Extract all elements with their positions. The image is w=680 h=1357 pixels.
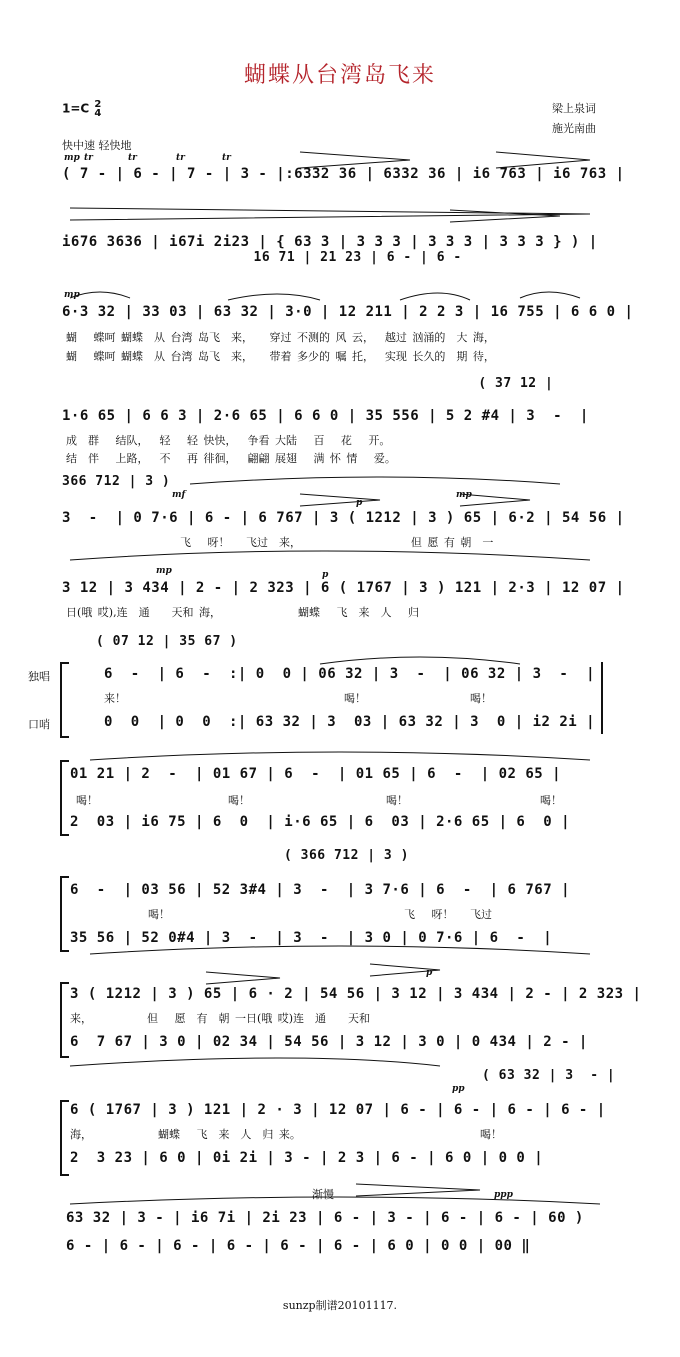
trill-3: tr [176, 153, 185, 163]
whistle-row-5: 2 3 23 | 6 0 | 0i 2i | 3 - | 2 3 | 6 - | 6 0 | 0 0 | [70, 1150, 544, 1166]
dynamic-ppp: ppp [494, 1190, 513, 1200]
time-sig-bottom: 4 [94, 108, 102, 119]
solo-part-label: 独唱 [28, 670, 50, 683]
staff-row-7-upper: ( 07 12 | 35 67 ) [96, 634, 238, 649]
phrase-slur-1 [190, 477, 560, 484]
staff-row-11-upper: ( 63 32 | 3 - | [482, 1068, 616, 1083]
lyric-he-4: 喝！ [228, 794, 250, 807]
trill-1: tr [84, 153, 93, 163]
crescendo-hairpin-1 [300, 152, 410, 168]
dynamic-pp: pp [452, 1084, 465, 1094]
crescendo-hairpin-4 [300, 494, 380, 506]
staff-row-4: 1·6 65 | 6 6 3 | 2·6 65 | 6 6 0 | 35 556 | 5 2 #4 | 3 - | [62, 408, 589, 424]
dynamic-mp-1: mp [64, 153, 80, 163]
lyric-he-7: 喝！ [148, 908, 170, 921]
dynamic-mp-4: mp [156, 566, 172, 576]
final-row-top: 63 32 | 3 - | i6 7i | 2i 23 | 6 - | 3 - | 6 - | 6 - | 60 ) [66, 1210, 584, 1226]
whistle-row-4: 6 7 67 | 3 0 | 02 34 | 54 56 | 3 12 | 3 0 | 0 434 | 2 - | [70, 1034, 588, 1050]
lyricist-credit: 梁上泉词 [552, 102, 596, 115]
staff-row-3: 6·3 32 | 33 03 | 63 32 | 3·0 | 12 211 | 2 2 3 | 16 755 | 6 6 0 | [62, 304, 634, 320]
phrase-slur-3 [90, 752, 590, 760]
lyric-he-6: 喝！ [540, 794, 562, 807]
trill-2: tr [128, 153, 137, 163]
time-sig-top: 2 [94, 99, 102, 110]
solo-row-4: 3 ( 1212 | 3 ) 65 | 6 · 2 | 54 56 | 3 12 | 3 434 | 2 - | 2 323 | [70, 986, 642, 1002]
staff-row-5: 3 - | 0 7·6 | 6 - | 6 767 | 3 ( 1212 | 3 ) 65 | 6·2 | 54 56 | [62, 510, 625, 526]
solo-row-3: 6 - | 03 56 | 52 3#4 | 3 - | 3 7·6 | 6 - | 6 767 | [70, 882, 571, 898]
lyric-he-8: 喝！ [480, 1128, 502, 1141]
lyric-verse-2-b: 结 伴 上路， 不 再 徘徊， 翩翩 展翅 满 怀 情 爱。 [66, 452, 396, 465]
dynamic-mp-2: mp [64, 290, 80, 300]
solo-row-1: 6 - | 6 - :| 0 0 | 06 32 | 3 - | 06 32 | 3 - | [104, 666, 596, 682]
lyric-verse-2-a: 蝴 蝶呵 蝴蝶 从 台湾 岛飞 来， 带着 多少的 嘱 托， 实现 长久的 期 待， [66, 350, 495, 363]
crescendo-hairpin-2 [496, 152, 590, 168]
staff-row-1: ( 7 - | 6 - | 7 - | 3 - |:6332 36 | 6332 36 | i6 763 | i6 763 | [62, 166, 625, 182]
lyric-he-5: 喝！ [386, 794, 408, 807]
staff-row-6: 3 12 | 3 434 | 2 - | 2 323 | 6 ( 1767 | 3 ) 121 | 2·3 | 12 07 | [62, 580, 625, 596]
final-row-bottom: 6 - | 6 - | 6 - | 6 - | 6 - | 6 - | 6 0 | 0 0 | 00 ‖ [66, 1238, 531, 1254]
lyric-verse-1-b: 成 群 结队， 轻 轻 快快， 争看 大陆 百 花 开。 [66, 434, 391, 447]
whistle-part-label: 口哨 [28, 718, 50, 731]
lyric-row-10: 来， 但 愿 有 朝 一日(哦 哎)连 通 天和 [70, 1012, 370, 1025]
lyric-row-5: 飞 呀！ 飞过 来， 但 愿 有 朝 一 [180, 536, 494, 549]
dynamic-mf: mf [172, 490, 186, 500]
staff-row-4-upper: ( 37 12 | [62, 376, 554, 391]
lyric-he-3: 喝！ [76, 794, 98, 807]
staff-row-2-lower: 16 71 | 21 23 | 6 - | 6 - [62, 250, 462, 265]
key-label: 1=C [62, 101, 90, 116]
slur-3 [400, 293, 470, 300]
footer-credit: sunzp制谱20101117. [282, 1299, 398, 1312]
crescendo-hairpin-5 [460, 494, 530, 506]
staff-row-5-upper: 366 712 | 3 ) [62, 474, 171, 489]
phrase-slur-5 [70, 1058, 440, 1066]
slur-2 [228, 294, 320, 300]
lyric-verse-1-a: 蝴 蝶呵 蝴蝶 从 台湾 岛飞 来， 穿过 不测的 风 云， 越过 汹涌的 大 海， [66, 331, 495, 344]
slur-4 [520, 292, 580, 298]
solo-row-5: 6 ( 1767 | 3 ) 121 | 2 · 3 | 12 07 | 6 - | 6 - | 6 - | 6 - | [70, 1102, 606, 1118]
dynamic-p-2: p [322, 570, 329, 580]
lyric-lai: 来！ [104, 692, 126, 705]
lyric-row-9: 飞 呀！ 飞过 [404, 908, 492, 921]
whistle-row-3: 35 56 | 52 0#4 | 3 - | 3 - | 3 0 | 0 7·6 | 6 - | [70, 930, 553, 946]
whistle-row-2: 2 03 | i6 75 | 6 0 | i·6 65 | 6 03 | 2·6 65 | 6 0 | [70, 814, 571, 830]
phrase-slur-2 [70, 551, 590, 560]
lyric-he-1: 喝！ [344, 692, 366, 705]
dynamic-p-3: p [426, 968, 433, 978]
staff-row-9-upper: ( 366 712 | 3 ) [284, 848, 409, 863]
phrase-slur-4 [90, 946, 590, 954]
page-title: 蝴蝶从台湾岛飞来 [243, 63, 436, 88]
dynamic-mp-3: mp [456, 490, 472, 500]
slur-1 [70, 292, 130, 298]
lyric-row-11: 海， 蝴蝶 飞 来 人 归 来。 [70, 1128, 301, 1141]
solo-row-2: 01 21 | 2 - | 01 67 | 6 - | 01 65 | 6 - | 02 65 | [70, 766, 562, 782]
tempo-marking: 快中速 轻快地 [62, 139, 132, 152]
composer-credit: 施光南曲 [552, 122, 596, 135]
trill-4: tr [222, 153, 231, 163]
crescendo-hairpin-6 [370, 964, 440, 976]
slur-5 [320, 657, 520, 664]
crescendo-hairpin-7 [206, 972, 280, 984]
lyric-he-2: 喝！ [470, 692, 492, 705]
dynamic-p-1: p [356, 498, 363, 508]
lyric-row-6: 日(哦 哎),连 通 天和 海， 蝴蝶 飞 来 人 归 [66, 606, 419, 619]
whistle-row-1: 0 0 | 0 0 :| 63 32 | 3 03 | 63 32 | 3 0 | i2 2i | [104, 714, 596, 730]
ritardando-marking: 渐慢 [312, 1188, 334, 1201]
staff-row-2: i676 3636 | i67i 2i23 | { 63 3 | 3 3 3 | 3 3 3 | 3 3 3 } ) | [62, 234, 598, 250]
phrase-slur-6 [70, 1197, 600, 1204]
crescendo-hairpin-3 [450, 210, 560, 222]
decrescendo-hairpin-2 [356, 1184, 480, 1196]
